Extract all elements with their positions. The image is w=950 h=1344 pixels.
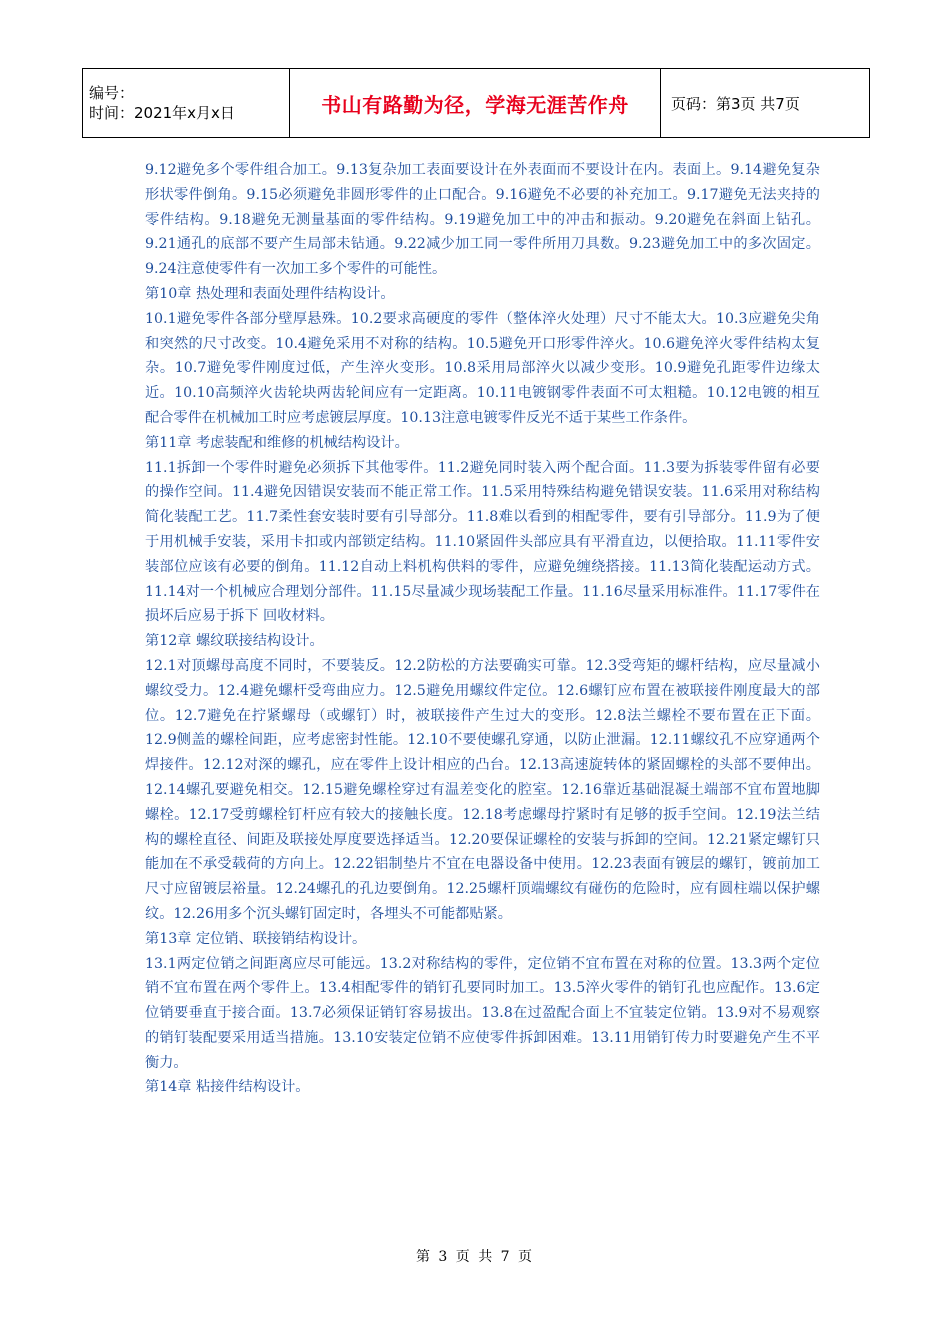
paragraph: 12.1对顶螺母高度不同时，不要装反。12.2防松的方法要确实可靠。12.3受弯矩的螺杆结构，应尽量减小螺纹受力。12.4避免螺杆受弯曲应力。12.5避免用螺纹件定位。12.6螺钉应布置在被联接件刚度最大的部位。12.7避免在拧紧螺母（或螺钉）时，被联接件产生过大的变形。12.8法兰螺栓不要布置在正下面。12.9侧盖的螺栓间距，应考虑密封性能。12.10不要使螺孔穿通，以防止泄漏。12.11螺纹孔不应穿通两个焊接件。12.12对深的螺孔，应在零件上设计相应的凸台。12.13高速旋转体的紧固螺栓的头部不要伸出。12.14螺孔要避免相交。12.15避免螺栓穿过有温差变化的腔室。12.16靠近基础混凝土端部不宜布置地脚螺栓。12.17受剪螺栓钉杆应有较大的接触长度。12.18考虑螺母拧紧时有足够的扳手空间。12.19法兰结构的螺栓直径、间距及联接处厚度要选择适当。12.20要保证螺栓的安装与拆卸的空间。12.21紧定螺钉只能加在不承受载荷的方向上。12.22铝制垫片不宜在电器设备中使用。12.23表面有镀层的螺钉，镀前加工尺寸应留镀层裕量。12.24螺孔的孔边要倒角。12.25螺杆顶端螺纹有碰伤的危险时，应有圆柱端以保护螺纹。12.26用多个沉头螺钉固定时，各埋头不可能都贴紧。 [145,657,820,922]
header-page-label: 页码：第3页 共7页 [661,69,870,138]
paragraph: 11.1拆卸一个零件时避免必须拆下其他零件。11.2避免同时装入两个配合面。11.3要为拆装零件留有必要的操作空间。11.4避免因错误安装而不能正常工作。11.5采用特殊结构避免错误安装。11.6采用对称结构简化装配工艺。11.7柔性套安装时要有引导部分。11.8难以看到的相配零件，要有引导部分。11.9为了便于用机械手安装，采用卡扣或内部锁定结构。11.10紧固件头部应具有平滑直边，以便拾取。11.11零件安装部位应该有必要的倒角。11.12自动上料机构供料的零件，应避免缠绕搭接。11.13简化装配运动方式。11.14对一个机械应合理划分部件。11.15尽量减少现场装配工作量。11.16尽量采用标准件。11.17零件在损坏后应易于拆下 回收材料。 [145,459,820,625]
document-time-label: 时间：2021年x月x日 [89,104,235,122]
chapter-heading: 第11章 考虑装配和维修的机械结构设计。 [145,434,409,451]
paragraph: 9.12避免多个零件组合加工。9.13复杂加工表面要设计在外表面而不要设计在内。表面上。9.14避免复杂形状零件倒角。9.15必须避免非圆形零件的止口配合。9.16避免不必要的补充加工。9.17避免无法夹持的零件结构。9.18避免无测量基面的零件结构。9.19避免加工中的冲击和振动。9.20避免在斜面上钻孔。9.21通孔的底部不要产生局部未钻通。9.22减少加工同一零件所用刀具数。9.23避免加工中的多次固定。9.24注意使零件有一次加工多个零件的可能性。 [145,162,820,278]
paragraph: 13.1两定位销之间距离应尽可能远。13.2对称结构的零件，定位销不宜布置在对称的位置。13.3两个定位销不宜布置在两个零件上。13.4相配零件的销钉孔要同时加工。13.5淬火零件的销钉孔也应配作。13.6定位销要垂直于接合面。13.7必须保证销钉容易拔出。13.8在过盈配合面上不宜装定位销。13.9对不易观察的销钉装配要采用适当措施。13.10安装定位销不应使零件拆卸困难。13.11用销钉传力时要避免产生不平衡力。 [145,955,820,1071]
chapter-heading: 第13章 定位销、联接销结构设计。 [145,930,367,947]
document-body [145,158,820,1100]
chapter-heading: 第10章 热处理和表面处理件结构设计。 [145,285,395,302]
header-table [82,68,870,138]
page-footer: 第 3 页 共 7 页 [415,1249,535,1265]
header-motto: 书山有路勤为径，学海无涯苦作舟 [290,69,661,138]
paragraph: 10.1避免零件各部分壁厚悬殊。10.2要求高硬度的零件（整体淬火处理）尺寸不能太大。10.3应避免尖角和突然的尺寸改变。10.4避免采用不对称的结构。10.5避免开口形零件淬火。10.6避免淬火零件结构太复杂。10.7避免零件刚度过低，产生淬火变形。10.8采用局部淬火以减少变形。10.9避免孔距零件边缘太近。10.10高频淬火齿轮块两齿轮间应有一定距离。10.11电镀钢零件表面不可太粗糙。10.12电镀的相互配合零件在机械加工时应考虑镀层厚度。10.13注意电镀零件反光不适于某些工作条件。 [145,310,820,426]
chapter-heading: 第14章 粘接件结构设计。 [145,1079,310,1096]
document-number-label: 编号： [89,84,135,102]
chapter-heading: 第12章 螺纹联接结构设计。 [145,633,324,650]
header-info-cell [83,69,290,138]
